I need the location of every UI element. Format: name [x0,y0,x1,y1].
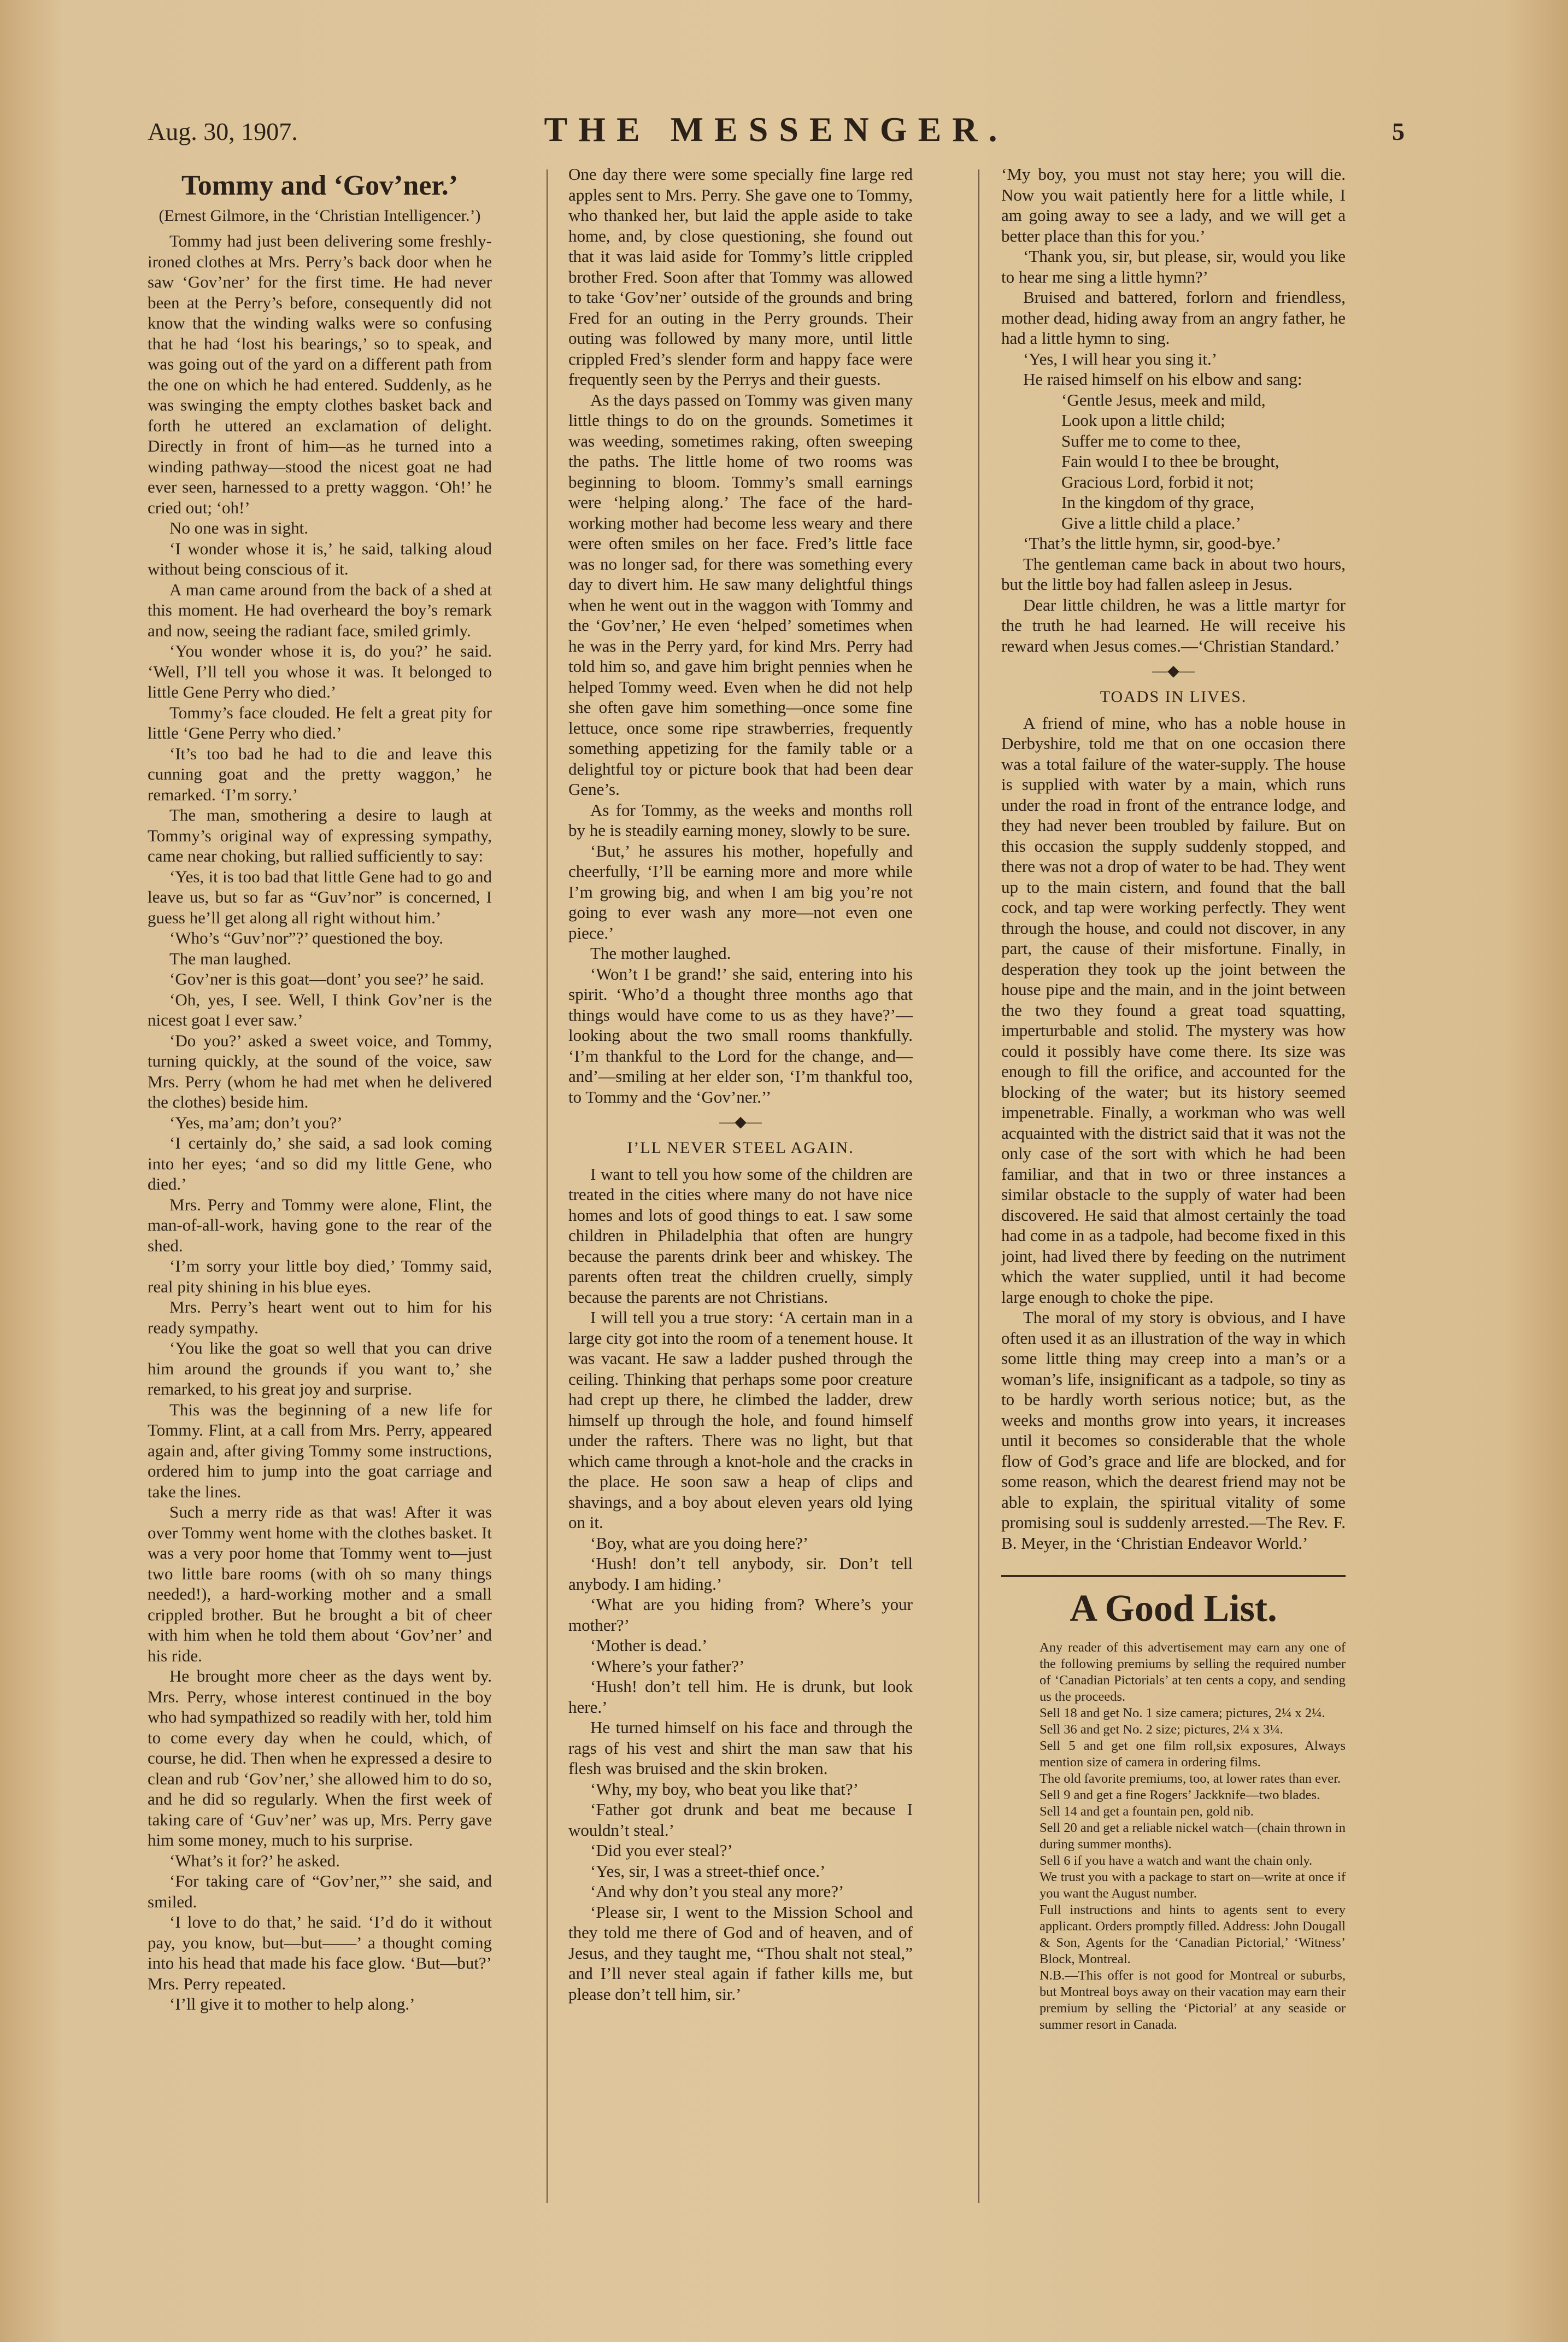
paragraph: The man, smothering a desire to laugh at Tommy’s original way of expressing sympathy, came near choking, but rallied sufficiently to say: [148,805,492,865]
paragraph: ‘And why don’t you steal any more?’ [590,1882,844,1901]
paragraph: Give a little child a place.’ [1061,513,1241,532]
column-rule [978,169,979,2203]
paragraph: We trust you with a package to start on—write at once if you want the August number. [1040,1870,1346,1901]
paragraph: Mrs. Perry and Tommy were alone, Flint, the man-of-all-work, having gone to the rear of the shed. [148,1195,492,1255]
paragraph: ‘Did you ever steal?’ [590,1841,733,1860]
paragraph: ‘I’m sorry your little boy died,’ Tommy said, real pity shining in his blue eyes. [148,1256,492,1296]
paragraph: ‘Hush! don’t tell anybody, sir. Don’t tell anybody. I am hiding.’ [568,1554,913,1594]
paragraph: Tommy had just been delivering some freshly-ironed clothes at Mrs. Perry’s back door when he saw ‘Gov’ner’ for the first time. He had never been at the Perry’s before, consequently did not know that the winding walks were so confusing that he had ‘lost his bearings,’ so to speak, and was going out of the yard on a different path from the one on which he had entered. Suddenly, as he was swinging the empty clothes basket back and forth he uttered an exclamation of delight. Directly in front of him—as he turned into a winding pathway—stood the nicest goat ne had ever seen, harnessed to a pretty waggon. ‘Oh!’ he cried out; ‘oh!’ [148,231,492,517]
paragraph: ‘I’ll give it to mother to help along.’ [169,1994,415,2013]
paragraph: ‘Thank you, sir, but please, sir, would you like to hear me sing a little hymn?’ [1001,247,1346,286]
paragraph: ‘But,’ he assures his mother, hopefully and cheerfully, ‘I’ll be earning more and more while I’m growing big, and when I am big you’re not going to ever wash any more—not even one piece.’ [568,841,913,942]
paragraph: Full instructions and hints to agents sent to every applicant. Orders promptly filled. Address: John Dougall & Son, Agents for the ‘Canadian Pictorial,’ ‘Witness’ Block, Montreal. [1040,1902,1346,1966]
paragraph: This was the beginning of a new life for Tommy. Flint, at a call from Mrs. Perry, appeared again and, after giving Tommy some instructions, ordered him to jump into the goat carriage and take the lines. [148,1400,492,1501]
paragraph: ‘Please sir, I went to the Mission School and they told me there of God and of heaven, and of Jesus, and they taught me, “Thou shalt not steal,” and I’ll never steal again if father kills me, but please don’t tell him, sir.’ [568,1902,913,2004]
newspaper-title: THE MESSENGER. [544,110,1008,149]
paragraph: ‘Where’s your father?’ [590,1656,745,1676]
paragraph: The man laughed. [169,948,291,968]
paragraph: ‘Gentle Jesus, meek and mild, [1061,390,1266,409]
paragraph: ‘I wonder whose it is,’ he said, talking aloud without being conscious of it. [148,538,492,578]
paragraph: ‘Won’t I be grand!’ she said, entering into his spirit. ‘Who’d a thought three months ago that things would have come to us as they have?’—looking about the two small rooms thankfully. ‘I’m thankful to the Lord for the change, and—and’—smiling at her elder son, ‘I’m thankful too, to Tommy and the ‘Gov’ner.’’ [568,964,913,1106]
paragraph: ‘Oh, yes, I see. Well, I think Gov’ner is the nicest goat I ever saw.’ [148,990,492,1029]
paragraph: ‘That’s the little hymn, sir, good-bye.’ [1023,534,1282,553]
paragraph: The moral of my story is obvious, and I have often used it as an illustration of the way in which some little thing may creep into a man’s or a woman’s life, insignificant as a tadpole, so tiny as to be hardly worth serious notice; but, as the weeks and months grow into years, it increases until it becomes so considerable that the whole flow of God’s grace and life are blocked, and for some reason, which the dearest friend may not be able to explain, the spiritual vitality of some promising soul is suddenly arrested.—The Rev. F. B. Meyer, in the ‘Christian Endeavor World.’ [1001,1308,1346,1553]
paragraph: ‘Boy, what are you doing here?’ [590,1533,809,1553]
column-rule [547,169,548,2203]
story-title: Tommy and ‘Gov’ner.’ [181,170,459,201]
paragraph: He brought more cheer as the days went by. Mrs. Perry, whose interest continued in the boy who had sympathized so readily with her, told him to come every day when he could, which, of course, he did. Then when he expressed a desire to clean and rub ‘Gov’ner,’ she allowed him to do so, and he did so regularly. When the first week of taking care of ‘Guv’ner’ was up, Mrs. Perry gave him some money, much to his surprise. [148,1666,492,1849]
paragraph: A man came around from the back of a shed at this moment. He had overheard the boy’s remark and now, seeing the radiant face, smiled grimly. [148,579,492,640]
paragraph: Sell 20 and get a reliable nickel watch—(chain thrown in during summer months). [1040,1820,1346,1852]
story-byline: (Ernest Gilmore, in the ‘Christian Intelligencer.’) [158,207,481,225]
story-body [1001,713,1346,1554]
paragraph: Such a merry ride as that was! After it was over Tommy went home with the clothes basket. It was a very poor home that Tommy went to—just two little bare rooms (with oh so many things needed!), a hard-working mother and a small crippled brother. But he brought a bit of cheer with him when he told them about ‘Gov’ner’ and his ride. [148,1502,492,1665]
story-body-continued [568,164,913,1107]
advertisement [1001,1575,1346,2033]
paragraph: Mrs. Perry’s heart went out to him for his ready sympathy. [148,1297,492,1337]
paragraph: ‘Yes, it is too bad that little Gene had to go and leave us, but so far as “Guv’nor” is concerned, I guess he’ll get along all right without him.’ [148,866,492,927]
story-title: TOADS IN LIVES. [1100,688,1247,706]
paragraph: Look upon a little child; [1061,411,1225,430]
paragraph: Sell 36 and get No. 2 size; pictures, 2¼ x 3¼. [1040,1722,1283,1737]
paragraph: ‘Father got drunk and beat me because I wouldn’t steal.’ [568,1800,913,1840]
paragraph: Sell 18 and get No. 1 size camera; pictures, 2¼ x 2¼. [1040,1706,1325,1720]
section-divider: —◆— [719,1114,762,1131]
story-title: I’LL NEVER STEEL AGAIN. [627,1139,854,1157]
paragraph: ‘Do you?’ asked a sweet voice, and Tommy, turning quickly, at the sound of the voice, saw Mrs. Perry (whom he had met when he delivered the clothes) beside him. [148,1031,492,1111]
paragraph: Bruised and battered, forlorn and friendless, mother dead, hiding away from an angry father, he had a little hymn to sing. [1001,288,1346,348]
paragraph: Suffer me to come to thee, [1061,431,1241,450]
paragraph: As for Tommy, as the weeks and months roll by he is steadily earning money, slowly to be sure. [568,800,913,840]
paragraph: Any reader of this advertisement may earn any one of the following premiums by selling the required number of ‘Canadian Pictorials’ at ten cents a copy, and sending us the proceeds. [1040,1640,1346,1704]
paragraph: ‘Why, my boy, who beat you like that?’ [590,1779,859,1799]
hymn-verse [1001,390,1346,534]
paragraph: As the days passed on Tommy was given many little things to do on the grounds. Sometimes it was weeding, sometimes raking, often sweeping the paths. The little home of two rooms was beginning to bloom. Tommy’s small earnings were ‘helping along.’ The face of the hard-working mother had become less weary and there were often smiles on her face. Fred’s little face was no longer sad, for there was something every day to divert him. He saw many delightful things when he went out in the waggon with Tommy and the ‘Gov’ner,’ He even ‘helped’ sometimes when he was in the Perry yard, for kind Mrs. Perry had told him so, and gave him bright pennies when he helped Tommy weed. Even when he did not help she often gave him something—once some fine lettuce, once some ripe strawberries, frequently something appetizing for the family table or a delightful toy or picture book that had been dear Gene’s. [568,390,913,799]
column-3 [1001,164,1346,2033]
paragraph: ‘Mother is dead.’ [590,1636,708,1655]
paragraph: ‘Yes, ma’am; don’t you?’ [169,1113,343,1132]
paragraph: I will tell you a true story: ‘A certain man in a large city got into the room of a tenement house. It was vacant. He saw a ladder pushed through the ceiling. Thinking that perhaps some poor creature had crept up there, he climbed the ladder, drew himself up through the hole, and found himself under the rafters. There was no light, but that which came through a knot-hole and the cracks in the place. He soon saw a heap of clips and shavings, and a boy about eleven years old lying on it. [568,1308,913,1532]
paragraph: ‘I certainly do,’ she said, a sad look coming into her eyes; ‘and so did my little Gene, who died.’ [148,1133,492,1193]
paragraph: ‘For taking care of “Gov’ner,”’ she said, and smiled. [148,1871,492,1911]
paragraph: I want to tell you how some of the children are treated in the cities where many do not have nice homes and lots of good things to eat. I saw some children in Philadelphia that often are hungry because the parents drink beer and whiskey. The parents often treat the children cruelly, simply because the parents are not Christians. [568,1164,913,1307]
column-2 [568,164,913,2004]
advertisement-title: A Good List. [1070,1588,1277,1630]
paragraph: ‘What are you hiding from? Where’s your mother?’ [568,1595,913,1635]
paragraph: Tommy’s face clouded. He felt a great pity for little ‘Gene Perry who died.’ [148,702,492,742]
paragraph: Fain would I to thee be brought, [1061,452,1279,471]
paragraph: ‘My boy, you must not stay here; you will die. Now you wait patiently here for a little while, I am going away to see a lady, and we will get a better place than this for you.’ [1001,165,1346,245]
paragraph: He raised himself on his elbow and sang: [1023,370,1302,389]
section-divider: —◆— [1152,663,1195,680]
paragraph: ‘It’s too bad he had to die and leave this cunning goat and the pretty waggon,’ he remarked. ‘I’m sorry.’ [148,743,492,804]
page-number: 5 [1392,118,1405,145]
paragraph: N.B.—This offer is not good for Montreal or suburbs, but Montreal boys away on their vacation may earn their premium by selling the ‘Pictorial’ at any seaside or summer resort in Canada. [1040,1968,1346,2032]
story-body [568,1164,913,2005]
paragraph: Sell 5 and get one film roll,six exposures, Always mention size of camera in ordering films. [1040,1738,1346,1770]
paragraph: Dear little children, he was a little martyr for the truth he had learned. He will receive his reward when Jesus comes.—‘Christian Standard.’ [1001,595,1346,655]
paragraph: No one was in sight. [169,518,309,537]
paragraph: A friend of mine, who has a noble house in Derbyshire, told me that on one occasion there was a total failure of the water-supply. The house is supplied with water by a main, which runs under the road in front of the entrance lodge, and they had never been troubled by failure. But on this occasion the supply suddenly stopped, and there was not a drop of water to be had. They went up to the main cistern, and found that the ball cock, and tap were working perfectly. They went through the house, and could not discover, in any part, the cause of their misfortune. Finally, in desperation they took up the joint between the house pipe and the main, and in the joint between the two they found a great toad squatting, imperturbable and stolid. The mystery was how could it possibly have come there. Its size was enough to fill the orifice, and accounted for the blocking of the water; but its history seemed impenetrable. Finally, a workman who was well acquainted with the district said that it was not the only case of the sort with which he had been familiar, and that in two or three instances a similar obstacle to the supply of water had been discovered. He said that almost certainly the toad had come in as a tadpole, had become fixed in this joint, had lived there by feeding on the nutriment which the water supplied, until it had become large enough to choke the pipe. [1001,713,1346,1307]
paragraph: ‘Who’s “Guv’nor”?’ questioned the boy. [169,928,444,947]
masthead [148,109,1405,159]
paragraph: ‘Hush! don’t tell him. He is drunk, but look here.’ [568,1677,913,1717]
story-body-continued [1001,164,1346,390]
paragraph: ‘Gov’ner is this goat—dont’ you see?’ he said. [169,969,484,988]
paragraph: ‘Yes, I will hear you sing it.’ [1023,349,1218,368]
paragraph: ‘Yes, sir, I was a street-thief once.’ [590,1861,826,1881]
story-body [148,231,492,2015]
paragraph: The old favorite premiums, too, at lower rates than ever. [1040,1771,1341,1786]
paragraph: In the kingdom of thy grace, [1061,493,1254,512]
paragraph: The mother laughed. [590,944,731,963]
column-1 [148,164,492,2015]
advertisement-body [1001,1640,1346,2033]
paragraph: ‘I love to do that,’ he said. ‘I’d do it without pay, you know, but—but——’ a thought coming into his head that made his face glow. ‘But—but?’ Mrs. Perry repeated. [148,1912,492,1993]
paragraph: ‘What’s it for?’ he asked. [169,1851,340,1870]
paragraph: One day there were some specially fine large red apples sent to Mrs. Perry. She gave one to Tommy, who thanked her, but laid the apple aside to take home, and, by close questioning, she found out that it was laid aside for Tommy’s little crippled brother Fred. Soon after that Tommy was allowed to take ‘Gov’ner’ outside of the grounds and bring Fred for an outing in the Perry grounds. Their outing was followed by many more, until little crippled Fred’s slender form and happy face were frequently seen by the Perrys and their guests. [568,165,913,389]
paragraph: He turned himself on his face and through the rags of his vest and shirt the man saw that his flesh was bruised and the skin broken. [568,1718,913,1778]
paragraph: Sell 14 and get a fountain pen, gold nib. [1040,1804,1254,1819]
paragraph: ‘You like the goat so well that you can drive him around the grounds if you want to,’ she remarked, to his great joy and surprise. [148,1338,492,1398]
paragraph: Gracious Lord, forbid it not; [1061,472,1254,491]
paragraph: Sell 6 if you have a watch and want the chain only. [1040,1853,1313,1868]
paragraph: The gentleman came back in about two hours, but the little boy had fallen asleep in Jesus. [1001,554,1346,594]
paragraph: Sell 9 and get a fine Rogers’ Jackknife—two blades. [1040,1788,1320,1802]
issue-date: Aug. 30, 1907. [148,118,298,145]
story-body-continued [1001,533,1346,656]
paragraph: ‘You wonder whose it is, do you?’ he said. ‘Well, I’ll tell you whose it was. It belonged to little Gene Perry who died.’ [148,641,492,701]
